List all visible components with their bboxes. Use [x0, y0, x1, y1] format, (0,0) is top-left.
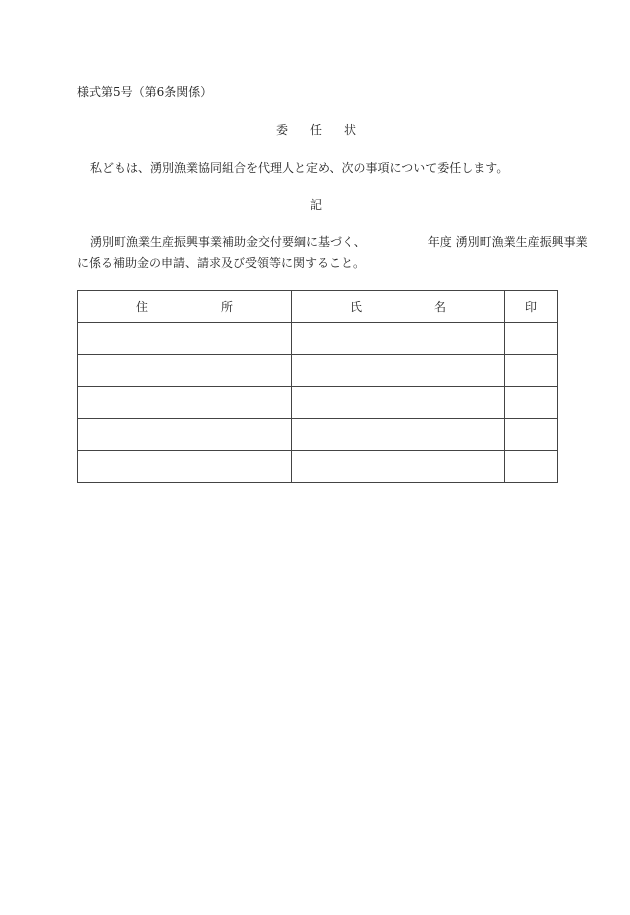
- table-row: [78, 451, 558, 483]
- seal-cell[interactable]: [505, 323, 558, 355]
- seal-cell[interactable]: [505, 451, 558, 483]
- seal-cell[interactable]: [505, 387, 558, 419]
- header-name: [292, 291, 505, 323]
- header-name-char: 氏: [350, 300, 363, 314]
- header-address-char: 住: [136, 300, 149, 314]
- header-seal: 印: [505, 291, 558, 323]
- header-address: [78, 291, 292, 323]
- table-row: [78, 419, 558, 451]
- title-char: 任: [309, 123, 322, 137]
- address-cell[interactable]: [78, 323, 292, 355]
- intro-paragraph: 私どもは、湧別漁業協同組合を代理人と定め、次の事項について委任します。: [90, 161, 509, 175]
- header-address-char: 所: [220, 300, 233, 314]
- name-cell[interactable]: [292, 323, 505, 355]
- document-title: [0, 123, 630, 137]
- address-cell[interactable]: [78, 419, 292, 451]
- table-row: [78, 323, 558, 355]
- address-cell[interactable]: [78, 387, 292, 419]
- title-char: 状: [344, 123, 357, 137]
- seal-cell[interactable]: [505, 355, 558, 387]
- item-text-before-year: 湧別町漁業生産振興事業補助金交付要綱に基づく、: [90, 235, 366, 249]
- seal-cell[interactable]: [505, 419, 558, 451]
- ki-heading: 記: [309, 198, 322, 212]
- item-line-2: に係る補助金の申請、請求及び受領等に関すること。: [77, 256, 366, 270]
- table-header-row: [78, 291, 558, 323]
- title-char: 委: [275, 123, 288, 137]
- name-cell[interactable]: [292, 419, 505, 451]
- address-cell[interactable]: [78, 451, 292, 483]
- table-row: [78, 387, 558, 419]
- item-line-1: [90, 235, 588, 249]
- item-text-after-year: 年度 湧別町漁業生産振興事業: [427, 235, 588, 249]
- form-number: 様式第5号（第6条関係）: [77, 85, 213, 99]
- name-cell[interactable]: [292, 355, 505, 387]
- name-cell[interactable]: [292, 387, 505, 419]
- name-cell[interactable]: [292, 451, 505, 483]
- address-cell[interactable]: [78, 355, 292, 387]
- table-row: [78, 355, 558, 387]
- delegator-table: [77, 290, 558, 483]
- header-name-char: 名: [433, 300, 446, 314]
